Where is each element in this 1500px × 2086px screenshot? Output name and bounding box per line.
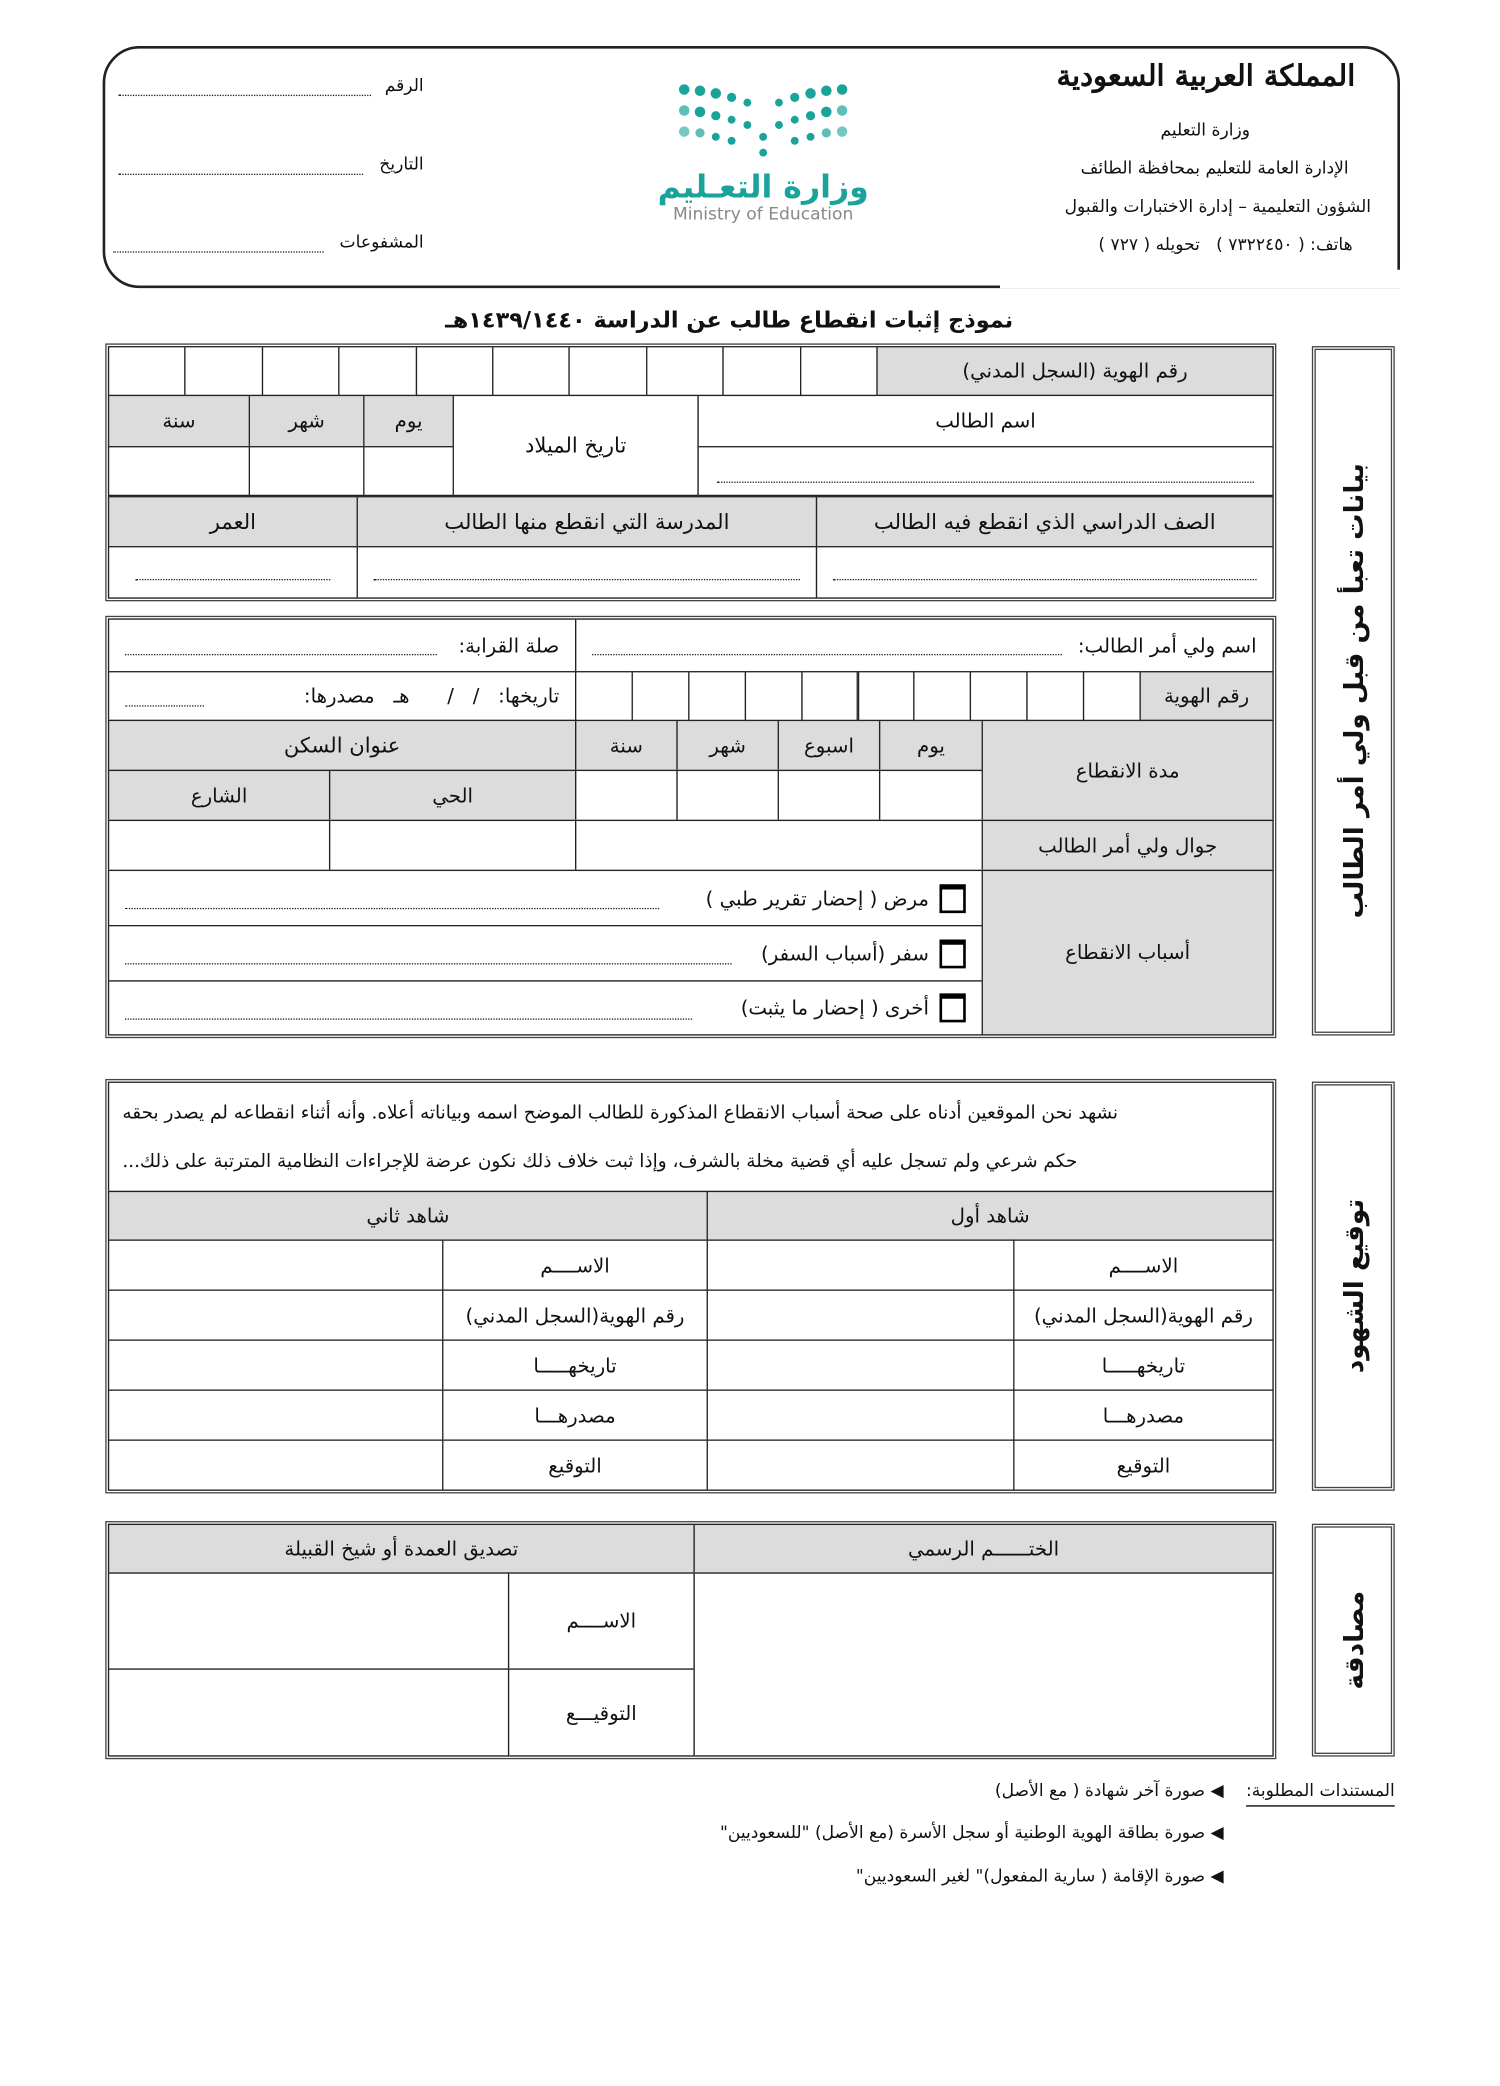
birth-day-label: يوم	[363, 395, 454, 448]
student-id-label: رقم الهوية (السجل المدني)	[876, 346, 1273, 396]
first-witness-header: شاهد أول	[707, 1191, 1274, 1241]
relation-field[interactable]	[108, 618, 576, 672]
first-witness-row-label: مصدرهـــا	[1013, 1389, 1274, 1440]
second-witness-row-field[interactable]	[108, 1439, 444, 1490]
required-document-item: ◀ صورة آخر شهادة ( مع الأصل)	[994, 1781, 1224, 1802]
student-id-digit-box[interactable]	[108, 346, 186, 396]
guardian-id-digit-box[interactable]	[970, 671, 1028, 721]
reason-other-option[interactable]: أخرى ( إحضار ما يثبت)	[108, 980, 983, 1035]
guardian-id-digit-box[interactable]	[575, 671, 633, 721]
official-stamp-area[interactable]	[693, 1572, 1273, 1756]
bullet-arrow-icon: ◀	[1205, 1823, 1224, 1844]
second-witness-row-field[interactable]	[108, 1339, 444, 1390]
first-witness-row-field[interactable]	[707, 1439, 1015, 1490]
required-document-item: ◀ صورة بطاقة الهوية الوطنية أو سجل الأسرة (مع الأصل) "للسعوديين"	[719, 1823, 1224, 1844]
student-id-digit-box[interactable]	[338, 346, 416, 396]
second-witness-row-label: الاســــم	[442, 1239, 708, 1290]
second-witness-row-field[interactable]	[108, 1289, 444, 1340]
first-witness-row-field[interactable]	[707, 1339, 1015, 1390]
approval-section-label: مصادقة	[1312, 1524, 1395, 1757]
second-witness-row-field[interactable]	[108, 1389, 444, 1440]
duration-year-label: سنة	[575, 720, 678, 771]
second-witness-row-label: مصدرهـــا	[442, 1389, 708, 1440]
student-id-digit-box[interactable]	[799, 346, 877, 396]
birthdate-label: تاريخ الميلاد	[453, 395, 699, 496]
reason-illness-option[interactable]: مرض ( إحضار تقرير طبي )	[108, 870, 983, 927]
duration-label: مدة الانقطاع	[982, 720, 1274, 821]
duration-month-label: شهر	[676, 720, 779, 771]
duration-year-field[interactable]	[575, 770, 678, 821]
second-witness-header: شاهد ثاني	[108, 1191, 708, 1241]
guardian-id-digit-box[interactable]	[801, 671, 859, 721]
official-stamp-header: الختــــــم الرسمي	[693, 1524, 1273, 1574]
endorsement-header: تصديق العمدة أو شيخ القبيلة	[108, 1524, 695, 1574]
student-id-digit-box[interactable]	[646, 346, 724, 396]
checkbox-icon[interactable]	[939, 993, 965, 1022]
grade-label: الصف الدراسي الذي انقطع فيه الطالب	[816, 496, 1274, 547]
second-witness-row-label: رقم الهوية(السجل المدني)	[442, 1289, 708, 1340]
first-witness-row-field[interactable]	[707, 1289, 1015, 1340]
number-label: الرقم	[384, 76, 424, 97]
duration-week-field[interactable]	[778, 770, 881, 821]
first-witness-row-label: الاســــم	[1013, 1239, 1274, 1290]
street-label: الشارع	[108, 770, 330, 821]
endorser-signature-label: التوقيـــع	[508, 1668, 695, 1756]
age-field[interactable]	[108, 546, 358, 599]
guardian-id-label: رقم الهوية	[1139, 671, 1273, 721]
number-field[interactable]	[118, 95, 371, 96]
first-witness-row-label: تاريخهـــــا	[1013, 1339, 1274, 1390]
guardian-id-digit-box[interactable]	[1083, 671, 1141, 721]
student-id-digit-box[interactable]	[185, 346, 263, 396]
witnesses-section-label: توقيع الشهود	[1312, 1082, 1395, 1491]
district-label: الحي	[329, 770, 576, 821]
logo-dots-icon	[632, 79, 895, 158]
duration-week-label: اسبوع	[778, 720, 881, 771]
logo-english: Ministry of Education	[672, 205, 854, 226]
guardian-id-digit-box[interactable]	[857, 671, 915, 721]
school-label: المدرسة التي انقطع منها الطالب	[357, 496, 818, 547]
student-id-digit-box[interactable]	[415, 346, 493, 396]
street-field[interactable]	[108, 820, 330, 871]
dept-name: الشؤون التعليمية – إدارة الاختبارات والقبول	[1064, 197, 1372, 218]
id-date-label: تاريخها: / / هـ مصدرها:	[303, 684, 560, 708]
guardian-id-digit-box[interactable]	[914, 671, 972, 721]
second-witness-row-label: التوقيع	[442, 1439, 708, 1490]
birth-day-field[interactable]	[363, 446, 454, 496]
date-label: التاريخ	[379, 155, 424, 176]
mobile-field[interactable]	[575, 820, 983, 871]
endorser-name-label: الاســــم	[508, 1572, 695, 1669]
guardian-id-digit-box[interactable]	[1027, 671, 1085, 721]
form-title: نموذج إثبات انقطاع طالب عن الدراسة ١٤٣٩/١٤٤٠هـ	[445, 307, 1014, 335]
attachments-label: المشفوعات	[339, 232, 424, 253]
guardian-name-field[interactable]	[575, 618, 1274, 672]
ministry-name: وزارة التعليم	[1160, 121, 1251, 141]
bullet-arrow-icon: ◀	[1205, 1781, 1224, 1802]
birth-month-label: شهر	[249, 395, 365, 448]
required-documents-label: المستندات المطلوبة:	[1246, 1782, 1395, 1807]
mobile-label: جوال ولي أمر الطالب	[982, 820, 1274, 871]
student-id-digit-box[interactable]	[723, 346, 801, 396]
date-field[interactable]	[118, 174, 363, 175]
kingdom-calligraphy: المملكة العربية السعودية	[1056, 59, 1356, 94]
endorser-name-field[interactable]	[108, 1572, 509, 1669]
guardian-id-digit-box[interactable]	[688, 671, 746, 721]
reason-travel-option[interactable]: سفر (أسباب السفر)	[108, 925, 983, 982]
first-witness-row-label: التوقيع	[1013, 1439, 1274, 1490]
first-witness-row-label: رقم الهوية(السجل المدني)	[1013, 1289, 1274, 1340]
second-witness-row-label: تاريخهـــــا	[442, 1339, 708, 1390]
duration-day-label: يوم	[879, 720, 983, 771]
admin-name: الإدارة العامة للتعليم بمحافظة الطائف	[1080, 159, 1349, 179]
guardian-id-digit-box[interactable]	[631, 671, 689, 721]
student-id-digit-box[interactable]	[492, 346, 570, 396]
birth-year-field[interactable]	[108, 446, 250, 496]
birth-year-label: سنة	[108, 395, 250, 448]
student-id-digit-box[interactable]	[569, 346, 647, 396]
grade-field[interactable]	[816, 546, 1274, 599]
relation-label: صلة القرابة:	[458, 633, 560, 658]
attachments-field[interactable]	[113, 251, 324, 252]
district-field[interactable]	[329, 820, 576, 871]
second-witness-row-field[interactable]	[108, 1239, 444, 1290]
student-id-digit-box[interactable]	[262, 346, 340, 396]
duration-month-field[interactable]	[676, 770, 779, 821]
age-label: العمر	[108, 496, 358, 547]
student-name-field[interactable]	[697, 446, 1273, 496]
phone: هاتف: ( ٧٣٢٢٤٥٠ ) تحويله ( ٧٢٧ )	[1098, 235, 1353, 256]
birth-month-field[interactable]	[249, 446, 365, 496]
address-label: عنوان السكن	[108, 720, 576, 771]
guardian-name-label: اسم ولي أمر الطالب:	[1077, 633, 1257, 658]
first-witness-row-field[interactable]	[707, 1239, 1015, 1290]
first-witness-row-field[interactable]	[707, 1389, 1015, 1440]
bullet-arrow-icon: ◀	[1205, 1867, 1224, 1887]
witness-statement: نشهد نحن الموقعين أدناه على صحة أسباب الانقطاع المذكورة للطالب الموضح اسمه وبياناته أعلاه. وأنه أثناء انقطاعه لم يصدر بحقه حكم شرعي ولم تسجل عليه أي قضية مخلة بالشرف، وإذا ثبت خلاف ذلك نكون عرضة للإجراءات النظامية المترتبة على ذلك...	[108, 1082, 1274, 1193]
checkbox-icon[interactable]	[939, 884, 965, 913]
ministry-logo	[632, 79, 895, 243]
guardian-section-label: بيانات تعبأ من قبل ولي أمر الطالب	[1312, 346, 1395, 1035]
checkbox-icon[interactable]	[939, 939, 965, 968]
id-date-source-field[interactable]	[108, 671, 576, 721]
endorser-signature-field[interactable]	[108, 1668, 509, 1756]
duration-day-field[interactable]	[879, 770, 983, 821]
required-document-item: ◀ صورة الإقامة ( سارية المفعول)" لغير السعوديين"	[855, 1867, 1224, 1887]
reasons-label: أسباب الانقطاع	[982, 870, 1274, 1036]
logo-arabic: وزارة التعـليم	[657, 168, 869, 206]
student-name-label: اسم الطالب	[697, 395, 1273, 448]
guardian-id-digit-box[interactable]	[744, 671, 802, 721]
school-field[interactable]	[357, 546, 818, 599]
